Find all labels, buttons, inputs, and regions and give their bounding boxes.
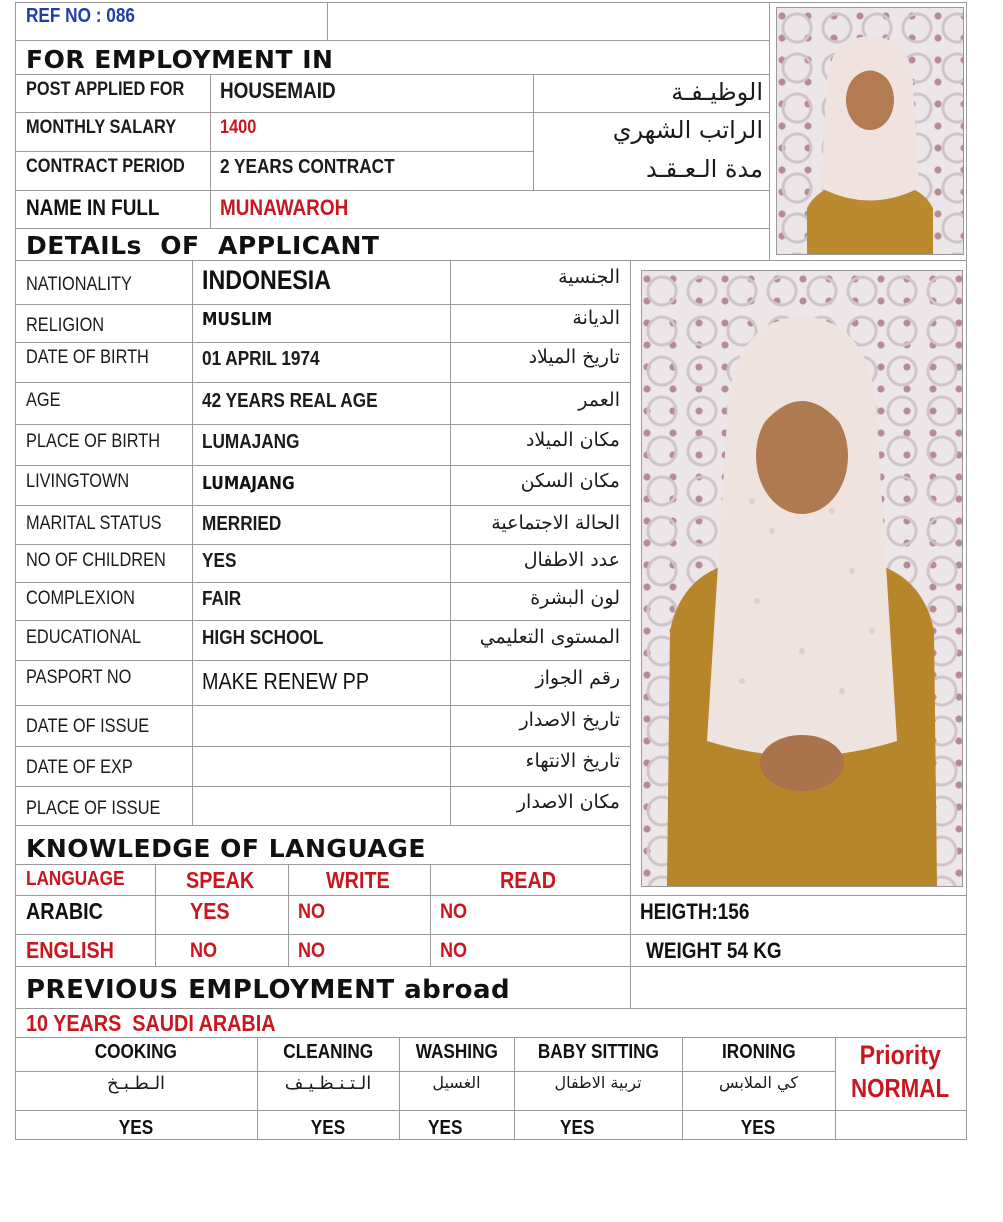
details-heading: DETAILs OF APPLICANT xyxy=(26,231,380,260)
applicant-photo-large xyxy=(641,270,963,887)
employment-heading: FOR EMPLOYMENT IN xyxy=(26,45,334,74)
applicant-photo-small xyxy=(776,7,964,255)
weight-value: WEIGHT 54 KG xyxy=(646,938,782,963)
height-value: HEIGTH:156 xyxy=(640,899,750,924)
ref-number: REF NO : 086 xyxy=(26,5,135,27)
previous-employment-heading: PREVIOUS EMPLOYMENT abroad xyxy=(26,975,511,1005)
language-heading: KNOWLEDGE OF LANGUAGE xyxy=(26,834,426,863)
previous-employment-value: 10 YEARS SAUDI ARABIA xyxy=(26,1010,276,1036)
